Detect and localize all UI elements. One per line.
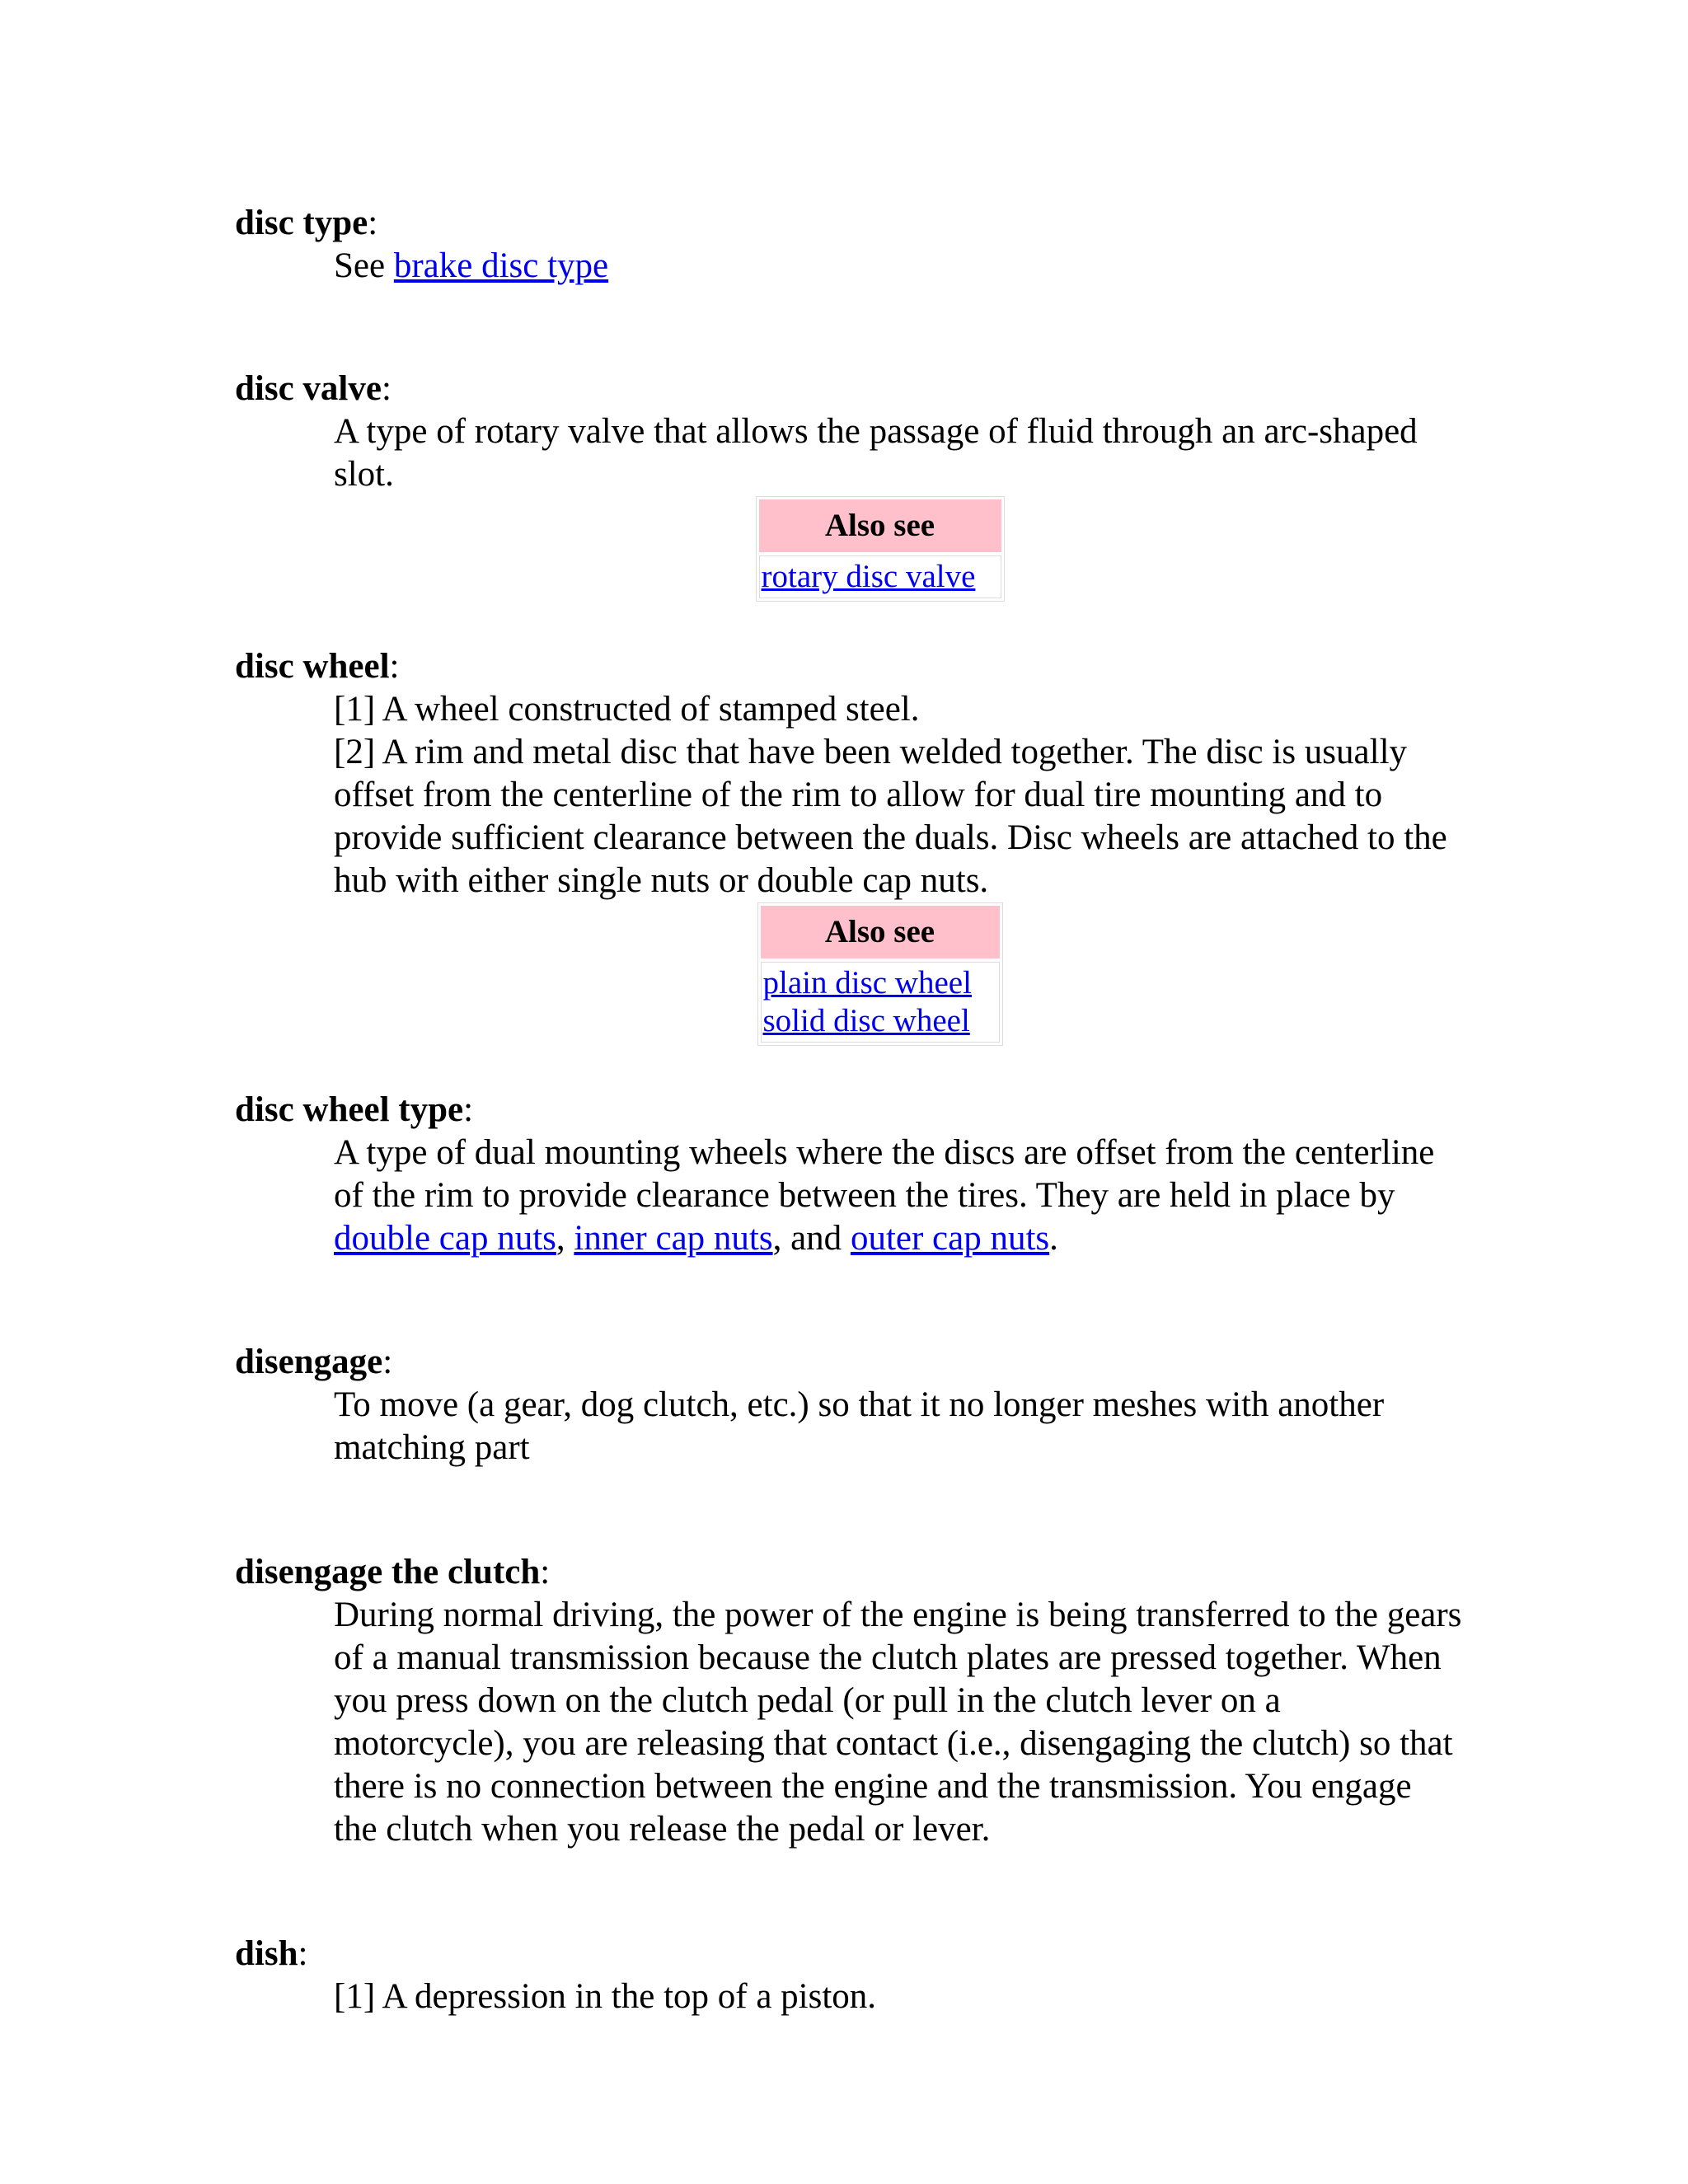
entry-term bbox=[235, 368, 1471, 410]
link-solid-disc-wheel[interactable]: solid disc wheel bbox=[762, 1003, 970, 1038]
entry-definition bbox=[334, 410, 1430, 496]
entry-definition bbox=[334, 245, 1459, 288]
term-colon: : bbox=[368, 204, 378, 242]
definition-part-1: [1] A depression in the top of a piston. bbox=[334, 1977, 877, 2016]
entry-disc-wheel bbox=[235, 645, 1471, 1046]
term-colon: : bbox=[298, 1934, 308, 1973]
entry-term bbox=[235, 1551, 1471, 1594]
link-inner-cap-nuts[interactable]: inner cap nuts bbox=[574, 1219, 773, 1258]
entry-disc-type bbox=[235, 202, 1471, 288]
also-see-wrapper bbox=[334, 496, 1459, 602]
term-colon: : bbox=[389, 647, 400, 686]
also-see-list bbox=[761, 962, 1000, 1043]
also-see-heading: Also see bbox=[759, 499, 1001, 552]
also-see-wrapper bbox=[334, 902, 1459, 1046]
separator: , and bbox=[772, 1219, 851, 1258]
term-label: disc type bbox=[235, 204, 368, 242]
period: . bbox=[1049, 1219, 1058, 1258]
entry-disengage bbox=[235, 1341, 1471, 1469]
link-plain-disc-wheel[interactable]: plain disc wheel bbox=[762, 965, 972, 1001]
entry-term bbox=[235, 202, 1471, 245]
entry-term bbox=[235, 645, 1471, 688]
term-label: disc wheel bbox=[235, 647, 390, 686]
link-rotary-disc-valve[interactable]: rotary disc valve bbox=[761, 559, 976, 594]
entry-term bbox=[235, 1089, 1471, 1132]
entry-disc-wheel-type bbox=[235, 1089, 1471, 1260]
entry-definition bbox=[334, 1132, 1447, 1260]
term-colon: : bbox=[463, 1090, 474, 1129]
definition-part-1: [1] A wheel constructed of stamped steel. bbox=[334, 690, 920, 729]
entry-definition bbox=[334, 1975, 1459, 2018]
link-brake-disc-type[interactable]: brake disc type bbox=[393, 246, 609, 285]
definition-part-2: [2] A rim and metal disc that have been welded together. The disc is usually offset from the centerline of the rim to allow for dual tire mounting and to provide sufficient clearance between the duals. Disc wheels are attached to the hub with either single nuts or double cap nuts. bbox=[334, 733, 1447, 900]
entry-term bbox=[235, 1341, 1471, 1384]
term-label: disengage the clutch bbox=[235, 1553, 541, 1591]
term-colon: : bbox=[540, 1553, 551, 1591]
entry-disengage-the-clutch bbox=[235, 1551, 1471, 1851]
definition-text: A type of dual mounting wheels where the discs are offset from the centerline of the rim to provide clearance between the tires. They are held in place by bbox=[334, 1133, 1435, 1215]
definition-text: A type of rotary valve that allows the passage of fluid through an arc-shaped slot. bbox=[334, 412, 1418, 494]
definition-text: During normal driving, the power of the engine is being transferred to the gears of a manual transmission because the clutch plates are pressed together. When you press down on the clutch pedal (or pull in the clutch lever on a motorcycle), you are releasing that contact (i.e., disengaging the clutch) so that there is no connection between the engine and the transmission. You engage the clutch when you release the pedal or lever. bbox=[334, 1596, 1462, 1849]
term-colon: : bbox=[382, 1343, 393, 1381]
entry-definition bbox=[334, 1594, 1463, 1851]
term-colon: : bbox=[381, 369, 392, 408]
separator: , bbox=[556, 1219, 574, 1258]
term-label: disc wheel type bbox=[235, 1090, 464, 1129]
also-see-list bbox=[759, 555, 1001, 598]
also-see-heading: Also see bbox=[761, 906, 1000, 958]
entry-definition bbox=[334, 688, 1463, 902]
term-label: disc valve bbox=[235, 369, 382, 408]
link-double-cap-nuts[interactable]: double cap nuts bbox=[334, 1219, 556, 1258]
also-see-box bbox=[757, 902, 1003, 1046]
term-label: disengage bbox=[235, 1343, 383, 1381]
link-outer-cap-nuts[interactable]: outer cap nuts bbox=[850, 1219, 1050, 1258]
entry-dish bbox=[235, 1933, 1471, 2018]
also-see-box bbox=[756, 496, 1005, 602]
entry-disc-valve bbox=[235, 368, 1471, 602]
entry-term bbox=[235, 1933, 1471, 1975]
entry-definition bbox=[334, 1384, 1438, 1469]
term-label: dish bbox=[235, 1934, 298, 1973]
see-prefix: See bbox=[334, 246, 394, 285]
definition-text: To move (a gear, dog clutch, etc.) so that it no longer meshes with another matching part bbox=[334, 1385, 1385, 1467]
